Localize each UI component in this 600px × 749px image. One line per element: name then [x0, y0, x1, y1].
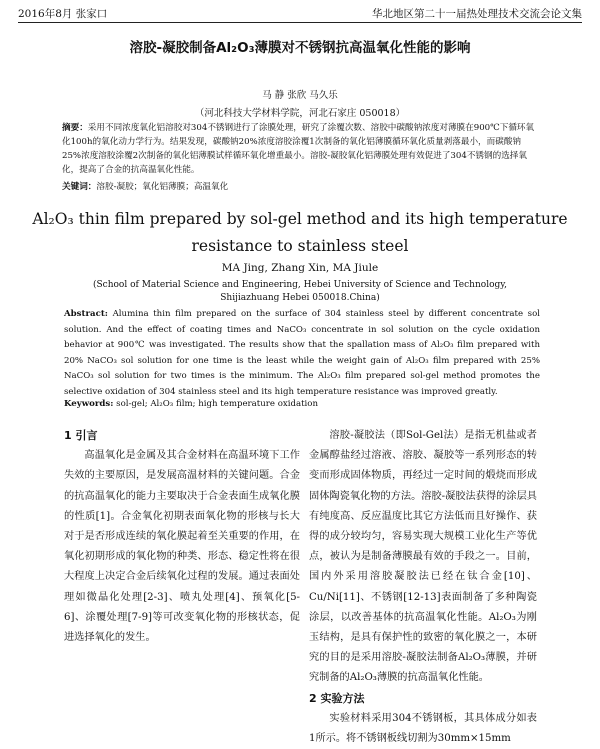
keywords-chinese: [62, 180, 538, 192]
running-header: [18, 6, 582, 23]
authors-chinese: 马 静 张欣 马久乐: [262, 90, 338, 101]
abstract-cn-text: 采用不同浓度氧化铝溶胶对304不锈钢进行了涂膜处理，研究了涂覆次数、溶胶中碳酸钠浓度对薄膜在900℃下循环氧化100h的氧化动力学行为。结果发现，碳酸钠20%浓度溶胶涂覆1次制备的氧化铝薄膜循环氧化质量剥落最小，而碳酸钠25%浓度溶胶涂覆2次制备的氧化铝薄膜试样循环氧化增重最小。溶胶-凝胶氧化铝薄膜处理有效促进了304不锈钢的选择氧化，提高了合金的抗高温氧化性能。: [62, 123, 535, 175]
keywords-cn-label: 关键词：: [62, 182, 97, 192]
title-chinese: 溶胶-凝胶制备Al₂O₃薄膜对不锈钢抗高温氧化性能的影响: [129, 40, 471, 56]
affiliation-english: (School of Material Science and Engineering, Hebei University of Science and Technology, Shijiazhuang Hebei 050018.China): [93, 280, 507, 303]
body-right-column: [309, 426, 537, 749]
section-1-heading: 1 引言: [64, 429, 98, 442]
section-1-paragraph-2: 溶胶-凝胶法（即Sol-Gel法）是指无机盐或者金属醇盐经过溶液、溶胶、凝胶等一系列形态的转变而形成固体物质，再经过一定时间的煅烧而形成固体陶瓷氧化物的方法。溶胶-凝胶法获得的涂层具有纯度高、反应温度比其它方法低而且好操作、获得的成分较均匀，容易实现大规模工业化生产等优点，被认为是制备薄膜最有效的手段之一。目前，国内外采用溶胶凝胶法已经在钛合金[10]、Cu/Ni[11]、不锈钢[12-13]表面制备了多种陶瓷涂层，以改善基体的抗高温氧化性能。Al₂O₃为刚玉结构，是具有保护性的致密的氧化膜之一，本研究的目的是采用溶胶-凝胶法制备Al₂O₃薄膜，并研究制备的Al₂O₃薄膜的抗高温氧化性能。: [309, 430, 537, 684]
keywords-cn-text: 溶胶-凝胶；氧化铝薄膜；高温氧化: [96, 182, 229, 192]
section-2-heading: 2 实验方法: [309, 691, 365, 705]
abstract-chinese: [62, 121, 538, 177]
abstract-english: [64, 307, 540, 401]
keywords-en-text: sol-gel; Al₂O₃ film; high temperature oxidation: [116, 399, 319, 409]
section-1-paragraph-1: 高温氧化是金属及其合金材料在高温环境下工作失效的主要原因，是发展高温材料的关键问题。合金的抗高温氧化的能力主要取决于合金表面生成氧化膜的性质[1]。合金氧化初期表面氧化物的形核与长大对于是否形成连续的氧化膜起着至关重要的作用，在氧化初期形成的氧化物的种类、形态、稳定性将在很大程度上决定合金后续氧化过程的发展。通过表面处理如微晶化处理[2-3]、喷丸处理[4]、预氧化[5-6]、涂覆处理[7-9]等可改变氧化物的形核状态，促进选择氧化的发生。: [64, 450, 300, 644]
abstract-en-label: Abstract:: [64, 309, 108, 319]
body-left-column: [64, 426, 300, 648]
affiliation-chinese: （河北科技大学材料学院，河北石家庄 050018）: [194, 108, 406, 119]
section-2-paragraph-1: 实验材料采用304不锈钢板，其具体成分如表1所示。将不锈钢板线切割为30mm×15mm: [309, 712, 537, 745]
title-english: Al₂O₃ thin film prepared by sol-gel method and its high temperature resistance to stainless steel: [32, 210, 568, 255]
header-right: 华北地区第二十一届热处理技术交流会论文集: [372, 8, 582, 20]
authors-english: MA Jing, Zhang Xin, MA Jiule: [221, 262, 379, 274]
keywords-english: [64, 399, 540, 409]
abstract-en-text: Alumina thin film prepared on the surface of 304 stainless steel by different concentrate sol solution. And the effect of coating times and NaCO₃ concentrate in sol solution on the cycle oxidation behavior at 900℃ was investigated. The results show that the spallation mass of Al₂O₃ film prepared with 20% NaCO₃ sol solution for one time is the least while the weight gain of Al₂O₃ film prepared with 25% NaCO₃ sol solution for two times is the minimum. The Al₂O₃ film prepared sol-gel method promotes the selective oxidation of 304 stainless steel and its high temperature resistance was improved greatly.: [64, 309, 540, 397]
abstract-cn-label: 摘要：: [62, 123, 88, 133]
header-left: 2016年8月 张家口: [18, 8, 108, 20]
keywords-en-label: Keywords:: [64, 399, 114, 409]
